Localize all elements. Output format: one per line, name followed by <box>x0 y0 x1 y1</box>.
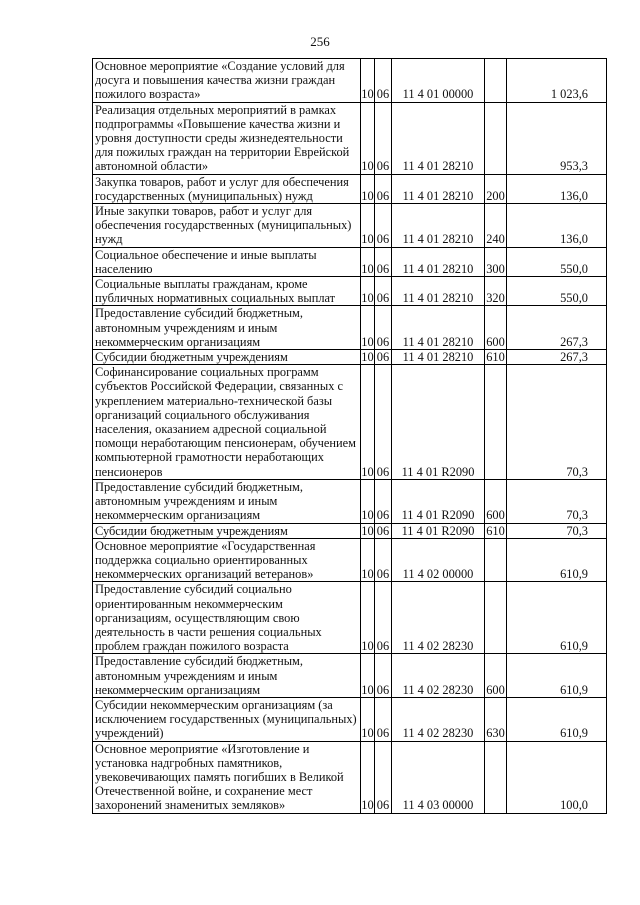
row-amount: 136,0 <box>507 204 607 248</box>
row-amount: 610,9 <box>507 654 607 698</box>
row-expense-type-code: 240 <box>485 204 507 248</box>
row-subsection-code: 06 <box>375 697 392 741</box>
table-row <box>93 523 607 538</box>
row-name-cell: Софинансирование социальных программ субъектов Российской Федерации, связанных с укреплением материально-технической базы организаций социального обслуживания населения, оказанием адресной социальной помощи неработающим пенсионерам, обучением компьютерной грамотности неработающих пенсионеров <box>93 365 361 480</box>
row-name-cell: Основное мероприятие «Создание условий для досуга и повышения качества жизни граждан пожилого возраста» <box>93 59 361 103</box>
row-expense-type-code: 300 <box>485 247 507 276</box>
row-target-article-code: 11 4 01 R2090 <box>392 365 485 480</box>
table-row <box>93 479 607 523</box>
row-amount: 136,0 <box>507 174 607 203</box>
row-subsection-code: 06 <box>375 365 392 480</box>
row-amount: 610,9 <box>507 538 607 582</box>
row-name-cell: Предоставление субсидий бюджетным, автономным учреждениям и иным некоммерческим организациям <box>93 654 361 698</box>
row-name-cell: Основное мероприятие «Изготовление и установка надгробных памятников, увековечивающих память погибших в Великой Отечественной войне, и сохранение мест захоронений знаменитых земляков» <box>93 741 361 813</box>
row-section-code: 10 <box>361 582 375 654</box>
table-row <box>93 247 607 276</box>
row-amount: 550,0 <box>507 247 607 276</box>
row-amount: 267,3 <box>507 306 607 350</box>
row-section-code: 10 <box>361 365 375 480</box>
row-subsection-code: 06 <box>375 538 392 582</box>
row-expense-type-code <box>485 365 507 480</box>
row-target-article-code: 11 4 01 28210 <box>392 350 485 365</box>
row-amount: 610,9 <box>507 582 607 654</box>
row-section-code: 10 <box>361 306 375 350</box>
row-expense-type-code: 610 <box>486 523 505 538</box>
row-name-cell: Социальное обеспечение и иные выплаты населению <box>93 247 361 276</box>
row-section-code: 10 <box>361 174 375 203</box>
row-target-article-code: 11 4 01 28210 <box>392 174 485 203</box>
budget-table-body <box>93 59 607 814</box>
table-row <box>93 582 607 654</box>
row-amount: 267,3 <box>507 350 607 365</box>
budget-table <box>92 58 607 814</box>
row-name-cell: Реализация отдельных мероприятий в рамках подпрограммы «Повышение качества жизни и уровня доступности среды жизнедеятельности для пожилых граждан на территории Еврейской автономной области» <box>93 102 361 174</box>
table-row <box>93 365 607 480</box>
row-subsection-code: 06 <box>375 277 392 306</box>
row-target-article-code: 11 4 01 28210 <box>392 247 485 276</box>
row-target-article-code: 11 4 02 00000 <box>392 538 485 582</box>
row-amount: 100,0 <box>507 741 607 813</box>
row-section-code: 10 <box>361 204 375 248</box>
row-target-article-code: 11 4 01 28210 <box>392 277 485 306</box>
row-name-cell: Закупка товаров, работ и услуг для обеспечения государственных (муниципальных) нужд <box>93 174 361 203</box>
row-subsection-code: 06 <box>375 204 392 248</box>
row-name-cell: Основное мероприятие «Государственная поддержка социально ориентированных некоммерческих организаций ветеранов» <box>93 538 361 582</box>
row-name-cell: Субсидии некоммерческим организациям (за исключением государственных (муниципальных) учреждений) <box>93 697 361 741</box>
row-subsection-code: 06 <box>375 582 392 654</box>
row-expense-type-code: 610 <box>486 350 505 365</box>
row-subsection-code: 06 <box>375 306 392 350</box>
table-row <box>93 59 607 103</box>
row-target-article-code: 11 4 01 28210 <box>392 306 485 350</box>
table-row <box>93 204 607 248</box>
table-row <box>93 306 607 350</box>
row-name-cell: Субсидии бюджетным учреждениям <box>93 350 361 365</box>
row-expense-type-code: 600 <box>485 654 507 698</box>
row-section-code: 10 <box>361 350 374 365</box>
row-amount: 70,3 <box>507 523 607 538</box>
row-amount: 70,3 <box>507 365 607 480</box>
row-subsection-code: 06 <box>375 523 392 538</box>
row-expense-type-code: 600 <box>485 479 507 523</box>
row-subsection-code: 06 <box>375 247 392 276</box>
row-section-code: 10 <box>361 741 375 813</box>
row-target-article-code: 11 4 01 R2090 <box>392 479 485 523</box>
row-name-cell: Предоставление субсидий социально ориентированным некоммерческим организациям, осуществляющим свою деятельность в части решения социальных проблем граждан пожилого возраста <box>93 582 361 654</box>
row-target-article-code: 11 4 01 R2090 <box>392 523 485 538</box>
row-section-code: 10 <box>361 247 375 276</box>
row-target-article-code: 11 4 01 00000 <box>392 59 485 103</box>
row-subsection-code: 06 <box>375 479 392 523</box>
table-row <box>93 654 607 698</box>
row-expense-type-code <box>485 102 507 174</box>
row-expense-type-code <box>485 59 507 103</box>
row-section-code: 10 <box>361 277 375 306</box>
row-subsection-code: 06 <box>375 59 392 103</box>
row-expense-type-code: 600 <box>485 306 507 350</box>
row-subsection-code: 06 <box>375 102 392 174</box>
row-target-article-code: 11 4 01 28210 <box>392 204 485 248</box>
row-target-article-code: 11 4 02 28230 <box>392 697 485 741</box>
row-expense-type-code: 320 <box>485 277 507 306</box>
row-target-article-code: 11 4 02 28230 <box>392 582 485 654</box>
row-name-cell: Субсидии бюджетным учреждениям <box>93 523 361 538</box>
row-subsection-code: 06 <box>375 174 392 203</box>
row-amount: 610,9 <box>507 697 607 741</box>
row-name-cell: Социальные выплаты гражданам, кроме публичных нормативных социальных выплат <box>93 277 361 306</box>
row-section-code: 10 <box>361 59 375 103</box>
row-expense-type-code <box>485 741 507 813</box>
row-name-cell: Предоставление субсидий бюджетным, автономным учреждениям и иным некоммерческим организациям <box>93 479 361 523</box>
table-row <box>93 741 607 813</box>
row-section-code: 10 <box>361 479 375 523</box>
row-amount: 70,3 <box>507 479 607 523</box>
row-target-article-code: 11 4 03 00000 <box>392 741 485 813</box>
table-row <box>93 350 607 365</box>
row-section-code: 10 <box>361 523 374 538</box>
row-target-article-code: 11 4 02 28230 <box>392 654 485 698</box>
row-expense-type-code <box>485 582 507 654</box>
row-expense-type-code: 630 <box>485 697 507 741</box>
row-amount: 550,0 <box>507 277 607 306</box>
row-expense-type-code <box>485 538 507 582</box>
table-row <box>93 174 607 203</box>
row-expense-type-code: 200 <box>485 174 507 203</box>
page-number: 256 <box>310 34 330 49</box>
row-target-article-code: 11 4 01 28210 <box>392 102 485 174</box>
row-section-code: 10 <box>361 697 375 741</box>
table-row <box>93 538 607 582</box>
row-amount: 1 023,6 <box>507 59 607 103</box>
row-name-cell: Иные закупки товаров, работ и услуг для обеспечения государственных (муниципальных) нужд <box>93 204 361 248</box>
row-subsection-code: 06 <box>375 741 392 813</box>
row-subsection-code: 06 <box>375 654 392 698</box>
row-subsection-code: 06 <box>375 350 392 365</box>
row-amount: 953,3 <box>507 102 607 174</box>
row-section-code: 10 <box>361 538 375 582</box>
table-row <box>93 102 607 174</box>
row-section-code: 10 <box>361 102 375 174</box>
table-row <box>93 277 607 306</box>
row-name-cell: Предоставление субсидий бюджетным, автономным учреждениям и иным некоммерческим организациям <box>93 306 361 350</box>
row-section-code: 10 <box>361 654 375 698</box>
table-row <box>93 697 607 741</box>
